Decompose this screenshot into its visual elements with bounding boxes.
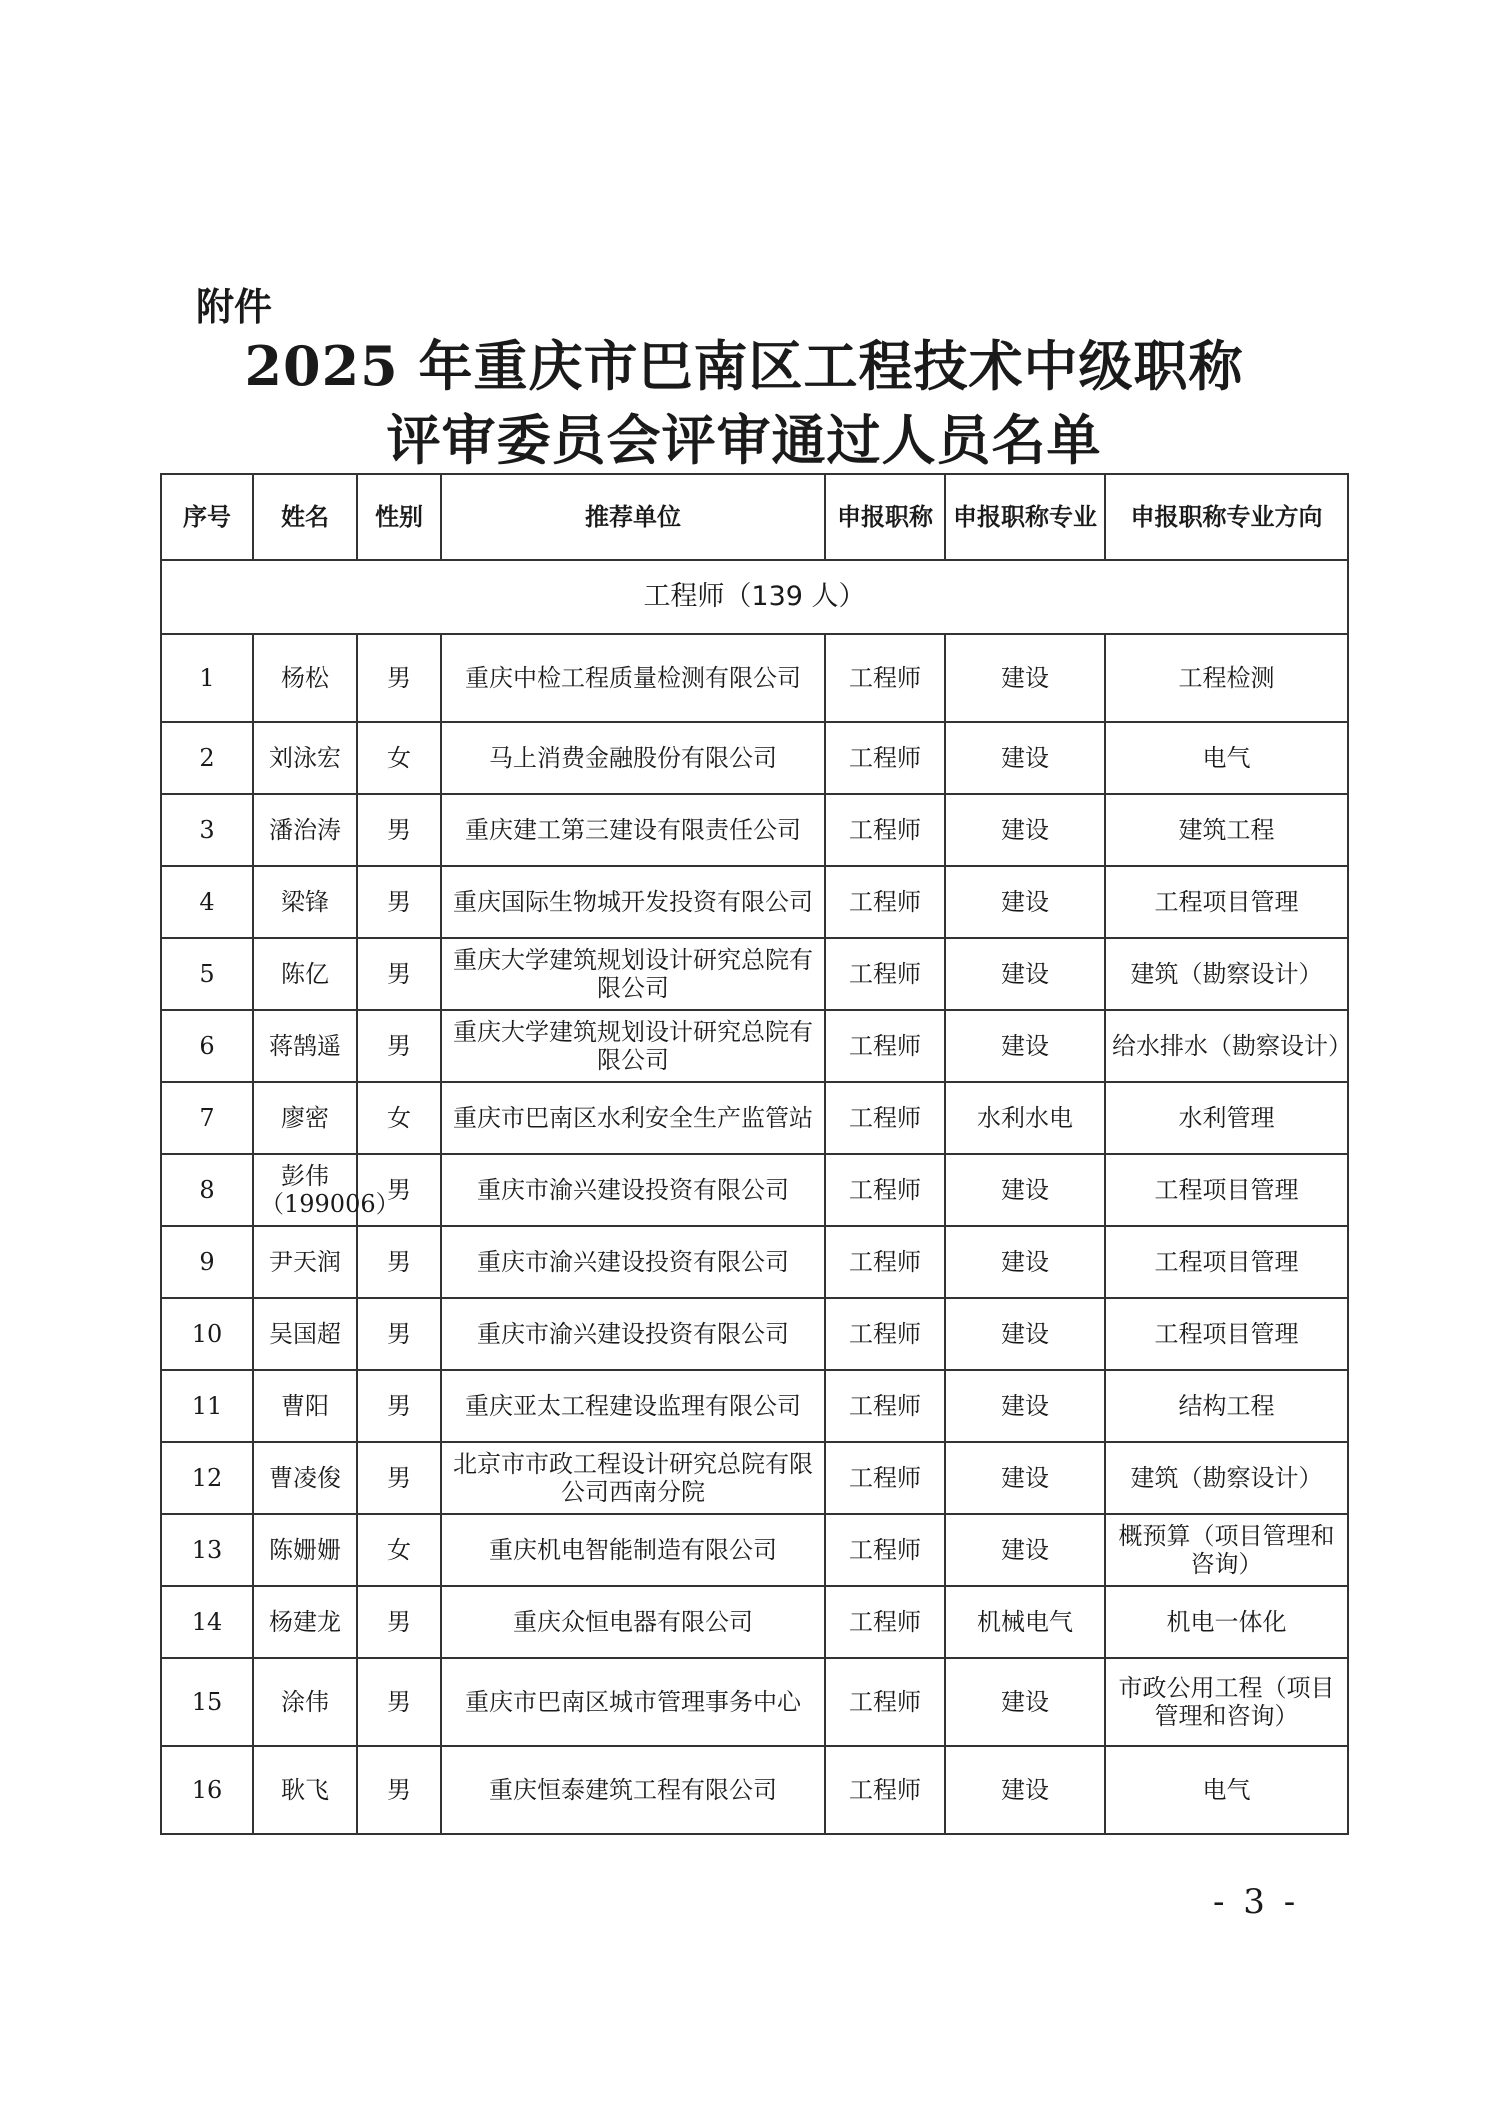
cell-direction: 电气: [1105, 1746, 1348, 1834]
cell-major: 建设: [945, 634, 1105, 722]
cell-direction: 水利管理: [1105, 1082, 1348, 1154]
cell-name: 曹凌俊: [253, 1442, 357, 1514]
cell-title: 工程师: [825, 634, 945, 722]
cell-no: 6: [161, 1010, 253, 1082]
cell-direction: 结构工程: [1105, 1370, 1348, 1442]
cell-title: 工程师: [825, 1082, 945, 1154]
cell-gender: 男: [357, 634, 441, 722]
page-number: - 3 -: [1213, 1882, 1300, 1922]
header-gender: 性别: [357, 474, 441, 560]
cell-direction: 给水排水（勘察设计）: [1105, 1010, 1348, 1082]
cell-title: 工程师: [825, 1010, 945, 1082]
cell-major: 建设: [945, 1298, 1105, 1370]
header-direction: 申报职称专业方向: [1105, 474, 1348, 560]
cell-unit: 重庆市渝兴建设投资有限公司: [441, 1298, 825, 1370]
cell-gender: 男: [357, 1226, 441, 1298]
attachment-label: 附件: [196, 285, 273, 329]
header-title: 申报职称: [825, 474, 945, 560]
cell-major: 建设: [945, 1442, 1105, 1514]
cell-no: 11: [161, 1370, 253, 1442]
cell-title: 工程师: [825, 1370, 945, 1442]
cell-major: 建设: [945, 1226, 1105, 1298]
cell-gender: 女: [357, 1082, 441, 1154]
table-row: [161, 1298, 1348, 1370]
cell-no: 7: [161, 1082, 253, 1154]
cell-direction: 建筑工程: [1105, 794, 1348, 866]
cell-unit: 重庆大学建筑规划设计研究总院有限公司: [441, 938, 825, 1010]
cell-major: 建设: [945, 1370, 1105, 1442]
cell-gender: 男: [357, 1298, 441, 1370]
cell-gender: 男: [357, 1370, 441, 1442]
cell-no: 2: [161, 722, 253, 794]
table-row: [161, 1082, 1348, 1154]
cell-name: 廖密: [253, 1082, 357, 1154]
cell-no: 14: [161, 1586, 253, 1658]
cell-direction: 建筑（勘察设计）: [1105, 938, 1348, 1010]
cell-major: 建设: [945, 722, 1105, 794]
table-row: [161, 1658, 1348, 1746]
table-row: [161, 1514, 1348, 1586]
cell-gender: 男: [357, 1010, 441, 1082]
cell-name: 杨建龙: [253, 1586, 357, 1658]
table-row: [161, 1442, 1348, 1514]
cell-unit: 重庆众恒电器有限公司: [441, 1586, 825, 1658]
cell-name: 尹天润: [253, 1226, 357, 1298]
cell-title: 工程师: [825, 866, 945, 938]
cell-title: 工程师: [825, 1586, 945, 1658]
cell-no: 12: [161, 1442, 253, 1514]
cell-no: 8: [161, 1154, 253, 1226]
cell-direction: 工程项目管理: [1105, 1226, 1348, 1298]
cell-gender: 男: [357, 1154, 441, 1226]
cell-no: 5: [161, 938, 253, 1010]
cell-direction: 机电一体化: [1105, 1586, 1348, 1658]
section-label: 工程师（139 人）: [161, 560, 1348, 634]
cell-title: 工程师: [825, 1442, 945, 1514]
table-row: [161, 794, 1348, 866]
header-major: 申报职称专业: [945, 474, 1105, 560]
cell-gender: 女: [357, 1514, 441, 1586]
table-row: [161, 938, 1348, 1010]
cell-no: 15: [161, 1658, 253, 1746]
cell-title: 工程师: [825, 1514, 945, 1586]
cell-major: 建设: [945, 1514, 1105, 1586]
cell-unit: 重庆机电智能制造有限公司: [441, 1514, 825, 1586]
cell-name: 曹阳: [253, 1370, 357, 1442]
cell-direction: 概预算（项目管理和咨询）: [1105, 1514, 1348, 1586]
cell-unit: 重庆中检工程质量检测有限公司: [441, 634, 825, 722]
table-row: [161, 722, 1348, 794]
table-row: [161, 1154, 1348, 1226]
cell-direction: 建筑（勘察设计）: [1105, 1442, 1348, 1514]
cell-unit: 重庆恒泰建筑工程有限公司: [441, 1746, 825, 1834]
cell-title: 工程师: [825, 794, 945, 866]
table-header-row: [161, 474, 1348, 560]
table-row: [161, 1746, 1348, 1834]
cell-no: 1: [161, 634, 253, 722]
cell-name: 彭伟（199006）: [253, 1154, 357, 1226]
cell-name: 杨松: [253, 634, 357, 722]
cell-unit: 重庆亚太工程建设监理有限公司: [441, 1370, 825, 1442]
cell-name: 涂伟: [253, 1658, 357, 1746]
cell-no: 4: [161, 866, 253, 938]
cell-gender: 男: [357, 794, 441, 866]
cell-direction: 电气: [1105, 722, 1348, 794]
table-row: [161, 634, 1348, 722]
cell-unit: 重庆市巴南区水利安全生产监管站: [441, 1082, 825, 1154]
cell-direction: 市政公用工程（项目管理和咨询）: [1105, 1658, 1348, 1746]
cell-direction: 工程检测: [1105, 634, 1348, 722]
cell-major: 机械电气: [945, 1586, 1105, 1658]
cell-unit: 马上消费金融股份有限公司: [441, 722, 825, 794]
cell-name: 蒋鹄遥: [253, 1010, 357, 1082]
cell-major: 建设: [945, 1746, 1105, 1834]
cell-gender: 女: [357, 722, 441, 794]
header-no: 序号: [161, 474, 253, 560]
cell-title: 工程师: [825, 1226, 945, 1298]
personnel-table: [160, 473, 1352, 1835]
cell-no: 3: [161, 794, 253, 866]
cell-gender: 男: [357, 1746, 441, 1834]
cell-unit: 重庆大学建筑规划设计研究总院有限公司: [441, 1010, 825, 1082]
cell-no: 9: [161, 1226, 253, 1298]
cell-name: 刘泳宏: [253, 722, 357, 794]
cell-title: 工程师: [825, 1298, 945, 1370]
table-row: [161, 1226, 1348, 1298]
cell-name: 陈亿: [253, 938, 357, 1010]
cell-title: 工程师: [825, 1746, 945, 1834]
cell-unit: 重庆建工第三建设有限责任公司: [441, 794, 825, 866]
cell-major: 建设: [945, 866, 1105, 938]
cell-unit: 重庆市渝兴建设投资有限公司: [441, 1226, 825, 1298]
cell-direction: 工程项目管理: [1105, 866, 1348, 938]
header-name: 姓名: [253, 474, 357, 560]
cell-major: 建设: [945, 794, 1105, 866]
cell-major: 建设: [945, 938, 1105, 1010]
cell-name: 耿飞: [253, 1746, 357, 1834]
cell-unit: 重庆市渝兴建设投资有限公司: [441, 1154, 825, 1226]
document-title-line-1: 2025 年重庆市巴南区工程技术中级职称: [244, 334, 1244, 398]
cell-gender: 男: [357, 1442, 441, 1514]
cell-direction: 工程项目管理: [1105, 1154, 1348, 1226]
cell-gender: 男: [357, 1586, 441, 1658]
document-title-line-2: 评审委员会评审通过人员名单: [386, 408, 1102, 472]
table-row: [161, 1370, 1348, 1442]
cell-title: 工程师: [825, 722, 945, 794]
cell-name: 吴国超: [253, 1298, 357, 1370]
cell-title: 工程师: [825, 938, 945, 1010]
cell-major: 建设: [945, 1010, 1105, 1082]
cell-major: 建设: [945, 1154, 1105, 1226]
cell-title: 工程师: [825, 1154, 945, 1226]
section-row: [161, 560, 1348, 634]
cell-no: 13: [161, 1514, 253, 1586]
table-row: [161, 1010, 1348, 1082]
cell-name: 陈姗姗: [253, 1514, 357, 1586]
table-row: [161, 866, 1348, 938]
table-row: [161, 1586, 1348, 1658]
cell-unit: 重庆国际生物城开发投资有限公司: [441, 866, 825, 938]
cell-major: 水利水电: [945, 1082, 1105, 1154]
cell-unit: 重庆市巴南区城市管理事务中心: [441, 1658, 825, 1746]
cell-no: 16: [161, 1746, 253, 1834]
cell-unit: 北京市市政工程设计研究总院有限公司西南分院: [441, 1442, 825, 1514]
cell-gender: 男: [357, 938, 441, 1010]
cell-major: 建设: [945, 1658, 1105, 1746]
cell-title: 工程师: [825, 1658, 945, 1746]
cell-name: 潘治涛: [253, 794, 357, 866]
cell-name: 梁锋: [253, 866, 357, 938]
header-unit: 推荐单位: [441, 474, 825, 560]
cell-direction: 工程项目管理: [1105, 1298, 1348, 1370]
cell-no: 10: [161, 1298, 253, 1370]
cell-gender: 男: [357, 866, 441, 938]
cell-gender: 男: [357, 1658, 441, 1746]
